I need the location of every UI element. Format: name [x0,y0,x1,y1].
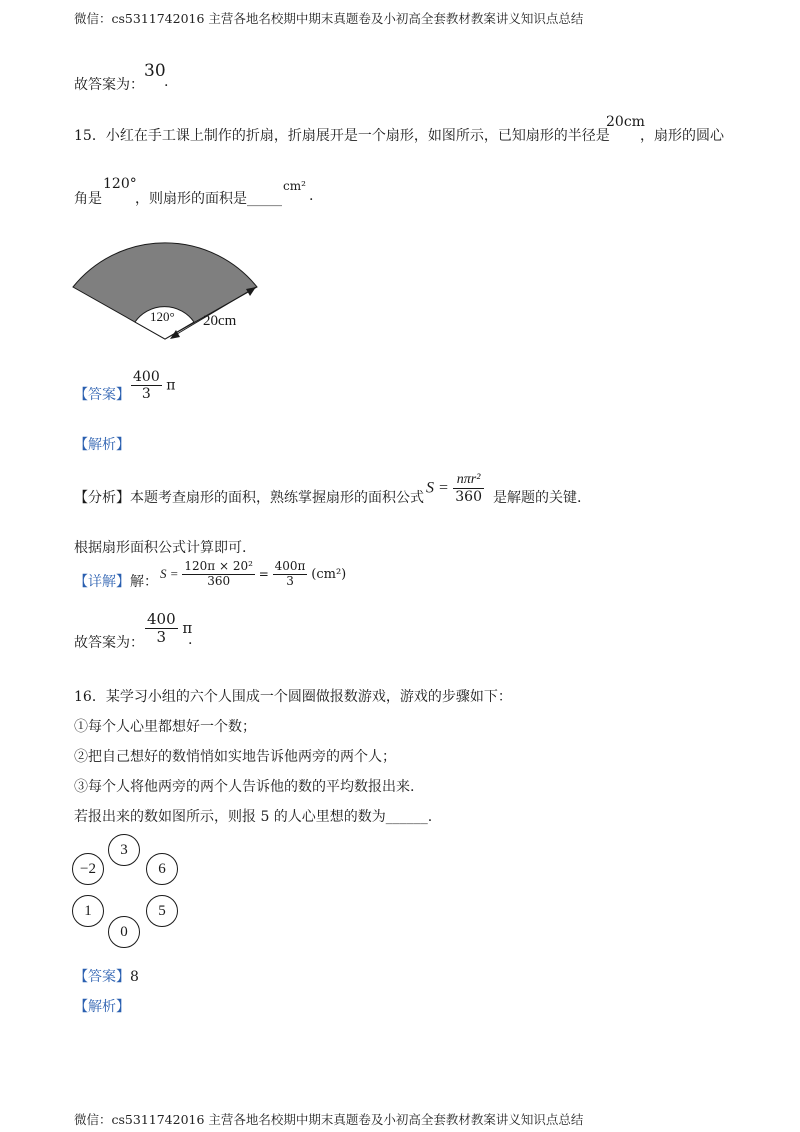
q15-answer-tag: 【答案】 [74,387,130,403]
detail-unit: (cm²) [311,566,347,582]
page-header: 微信：cs5311742016 主营各地名校期中期末真题卷及小初高全套教材教案讲义知识点总结 [74,11,584,26]
q15-line1-end: ，扇形的圆心 [640,128,724,144]
final-numerator: 400 [147,610,176,628]
q15-answer-value [131,369,175,402]
detail-tag: 【详解】 [74,574,130,590]
q16-answer-value: 8 [130,969,139,985]
circle-number: 5 [146,895,178,927]
q15-angle: 120° [103,176,137,192]
q16-answer-tag: 【答案】 [74,969,130,985]
q15-line1: 15．小红在手工课上制作的折扇，折扇展开是一个扇形，如图所示，已知扇形的半径是 [74,128,610,144]
sector-figure [60,215,290,350]
answer-pi: π [166,377,176,394]
prev-answer-value: 30 [144,61,166,81]
q15-line2-mid: ，则扇形的面积是_____ [135,191,282,207]
detail-numerator-1: 120π × 20² [184,559,253,573]
prev-answer-prefix: 故答案为： [74,77,144,93]
detail-prefix: 解： [130,574,158,590]
final-pi: π [182,618,193,637]
q15-line2-prefix: 角是 [74,191,102,207]
detail-numerator-2: 400π [274,559,306,573]
circle-number: 3 [108,834,140,866]
detail-s: S = [160,565,179,581]
q16-analysis-tag: 【解析】 [74,999,130,1015]
fenxi-text: 本题考查扇形的面积，熟练掌握扇形的面积公式 [130,490,424,506]
detail-equals: = [258,566,269,581]
circle-number: 1 [72,895,104,927]
q16-step1: ①每个人心里都想好一个数； [74,719,256,735]
circle-number: −2 [72,853,104,885]
formula-denominator: 360 [455,489,482,506]
q15-radius: 20cm [606,114,645,130]
final-denominator: 3 [156,628,167,647]
fenxi-end: 是解题的关键. [493,490,582,506]
radius-label: 20cm [203,313,237,329]
final-end: . [188,632,193,648]
circle-number: 0 [108,916,140,948]
formula-lhs: S = [426,479,449,497]
q16-step3: ③每个人将他两旁的两个人告诉他的数的平均数报出来. [74,779,415,795]
q16-line1: 16．某学习小组的六个人围成一个圆圈做报数游戏，游戏的步骤如下： [74,689,512,705]
q16-question: 若报出来的数如图所示，则报 5 的人心里想的数为______. [74,809,433,825]
final-prefix: 故答案为： [74,635,144,651]
page-footer: 微信：cs5311742016 主营各地名校期中期末真题卷及小初高全套教材教案讲义知识点总结 [74,1112,584,1127]
formula-numerator: nπr² [453,472,484,489]
q15-analysis-tag: 【解析】 [74,437,130,453]
angle-label: 120° [150,309,175,324]
detail-denominator-2: 3 [286,573,294,588]
q16-answer [74,966,139,986]
fenxi-line [74,487,424,507]
q15-line2-end: . [309,188,314,204]
circle-number: 6 [146,853,178,885]
final-value [145,611,192,647]
answer-numerator: 400 [133,369,160,385]
q15-unit: cm² [283,179,306,193]
detail-formula [160,560,346,589]
fenxi-formula [426,472,484,505]
prev-answer-suffix: . [164,74,169,90]
answer-denominator: 3 [141,386,151,403]
fenxi-tag: 【分析】 [74,490,130,506]
detail-denominator-1: 360 [207,573,231,588]
detail-label [74,571,158,591]
method-line: 根据扇形面积公式计算即可. [74,540,247,556]
q16-step2: ②把自己想好的数悄悄如实地告诉他两旁的两个人； [74,749,396,765]
